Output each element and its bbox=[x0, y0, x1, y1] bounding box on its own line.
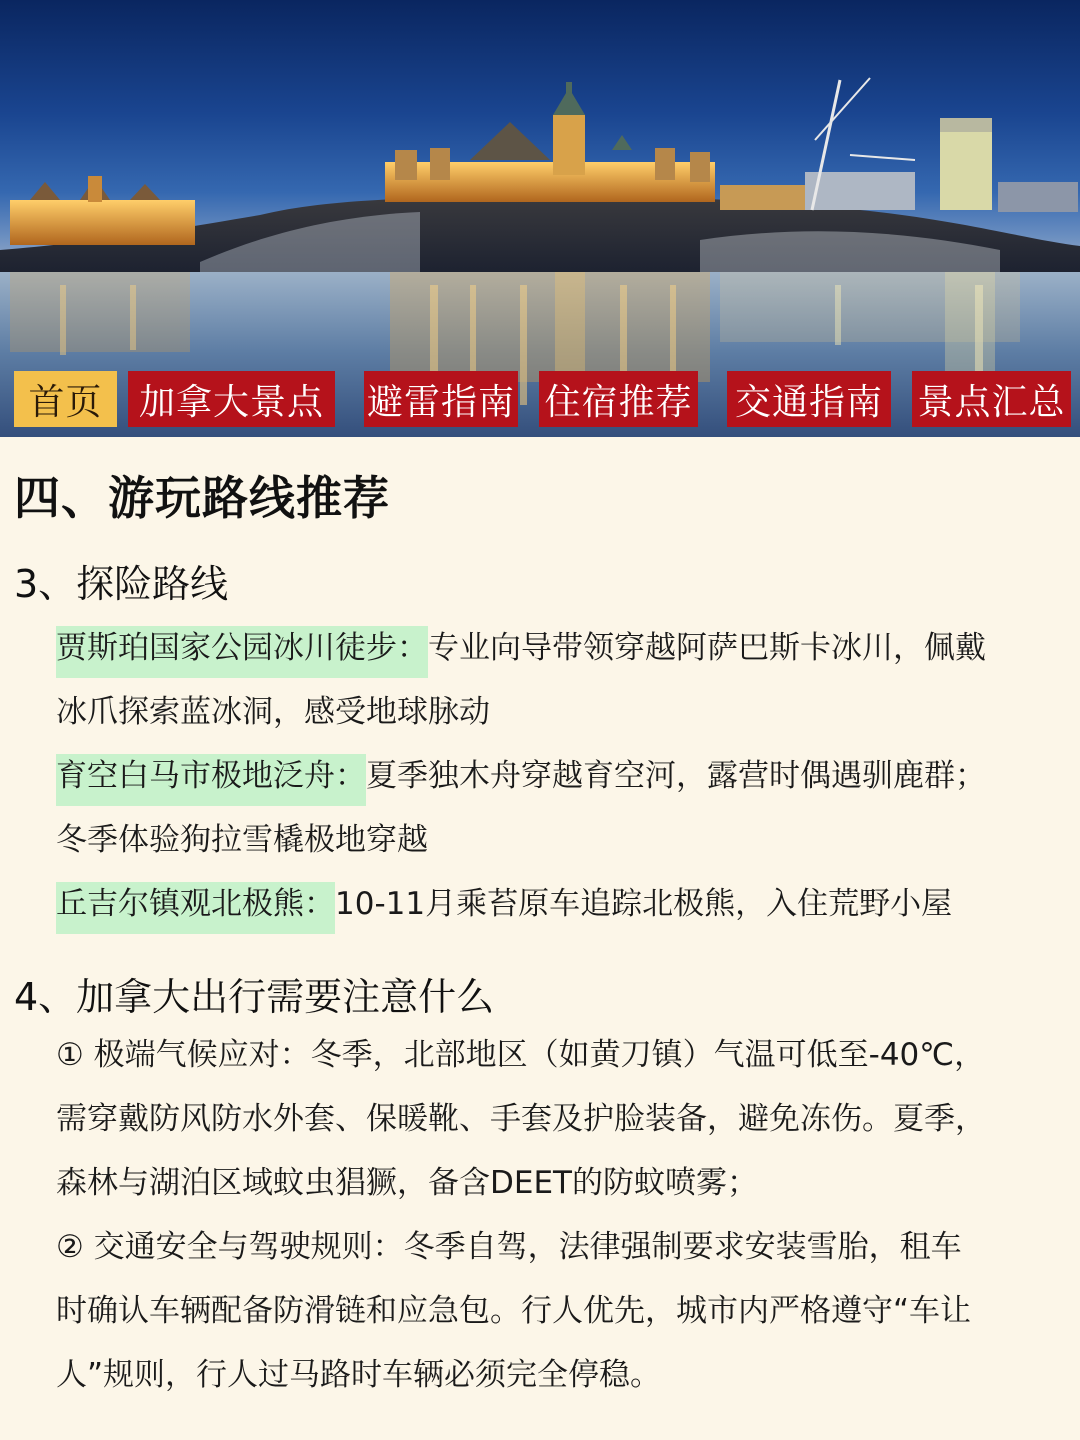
tab-attractions-summary[interactable] bbox=[912, 371, 1071, 427]
tab-transport-guide[interactable] bbox=[727, 371, 891, 427]
section-title: 四、游玩路线推荐 bbox=[14, 471, 390, 525]
route-text-yukon-line2: 冬季体验狗拉雪橇极地穿越 bbox=[56, 822, 428, 858]
route-label-churchill: 丘吉尔镇观北极熊： bbox=[56, 882, 335, 934]
notes-line: 人”规则，行人过马路时车辆必须完全停稳。 bbox=[56, 1357, 662, 1393]
route-text-churchill-line1: 10-11月乘苔原车追踪北极熊，入住荒野小屋 bbox=[335, 886, 953, 922]
tab-home[interactable] bbox=[14, 371, 117, 427]
tab-home-label: 首页 bbox=[28, 381, 103, 423]
notes-line: 森林与湖泊区域蚊虫猖獗，备含DEET的防蚊喷雾； bbox=[56, 1165, 758, 1201]
tab-attractions-summary-label: 景点汇总 bbox=[917, 381, 1066, 423]
route-text-yukon-line1: 夏季独木舟穿越育空河，露营时偶遇驯鹿群； bbox=[366, 758, 986, 794]
tab-transport-guide-label: 交通指南 bbox=[734, 381, 883, 423]
route-text-jasper-line1: 专业向导带领穿越阿萨巴斯卡冰川，佩戴 bbox=[428, 630, 986, 666]
tab-accommodation[interactable] bbox=[539, 371, 698, 427]
notes-line: ① 极端气候应对：冬季，北部地区（如黄刀镇）气温可低至-40℃， bbox=[56, 1037, 986, 1073]
tab-pitfall-guide[interactable] bbox=[364, 371, 518, 427]
notes-line: ② 交通安全与驾驶规则：冬季自驾，法律强制要求安装雪胎，租车 bbox=[56, 1229, 962, 1265]
travel-notes-body bbox=[56, 1023, 1046, 1407]
tab-canada-attractions[interactable] bbox=[128, 371, 335, 427]
route-label-yukon: 育空白马市极地泛舟： bbox=[56, 754, 366, 806]
tab-accommodation-label: 住宿推荐 bbox=[544, 381, 693, 423]
list-item bbox=[56, 744, 1046, 808]
tab-canada-attractions-label: 加拿大景点 bbox=[138, 381, 324, 423]
notes-line: 需穿戴防风防水外套、保暖靴、手套及护脸装备，避免冻伤。夏季， bbox=[56, 1101, 986, 1137]
list-item bbox=[56, 616, 1046, 680]
adventure-route-list bbox=[56, 616, 1046, 936]
notes-line: 时确认车辆配备防滑链和应急包。行人优先，城市内严格遵守“车让 bbox=[56, 1293, 972, 1329]
list-item bbox=[56, 872, 1046, 936]
tab-pitfall-guide-label: 避雷指南 bbox=[366, 381, 515, 423]
subsection-title-travel-notes: 4、加拿大出行需要注意什么 bbox=[14, 975, 495, 1019]
route-text-jasper-line2: 冰爪探索蓝冰洞，感受地球脉动 bbox=[56, 694, 490, 730]
subsection-title-adventure: 3、探险路线 bbox=[14, 562, 229, 606]
route-label-jasper: 贾斯珀国家公园冰川徒步： bbox=[56, 626, 428, 678]
